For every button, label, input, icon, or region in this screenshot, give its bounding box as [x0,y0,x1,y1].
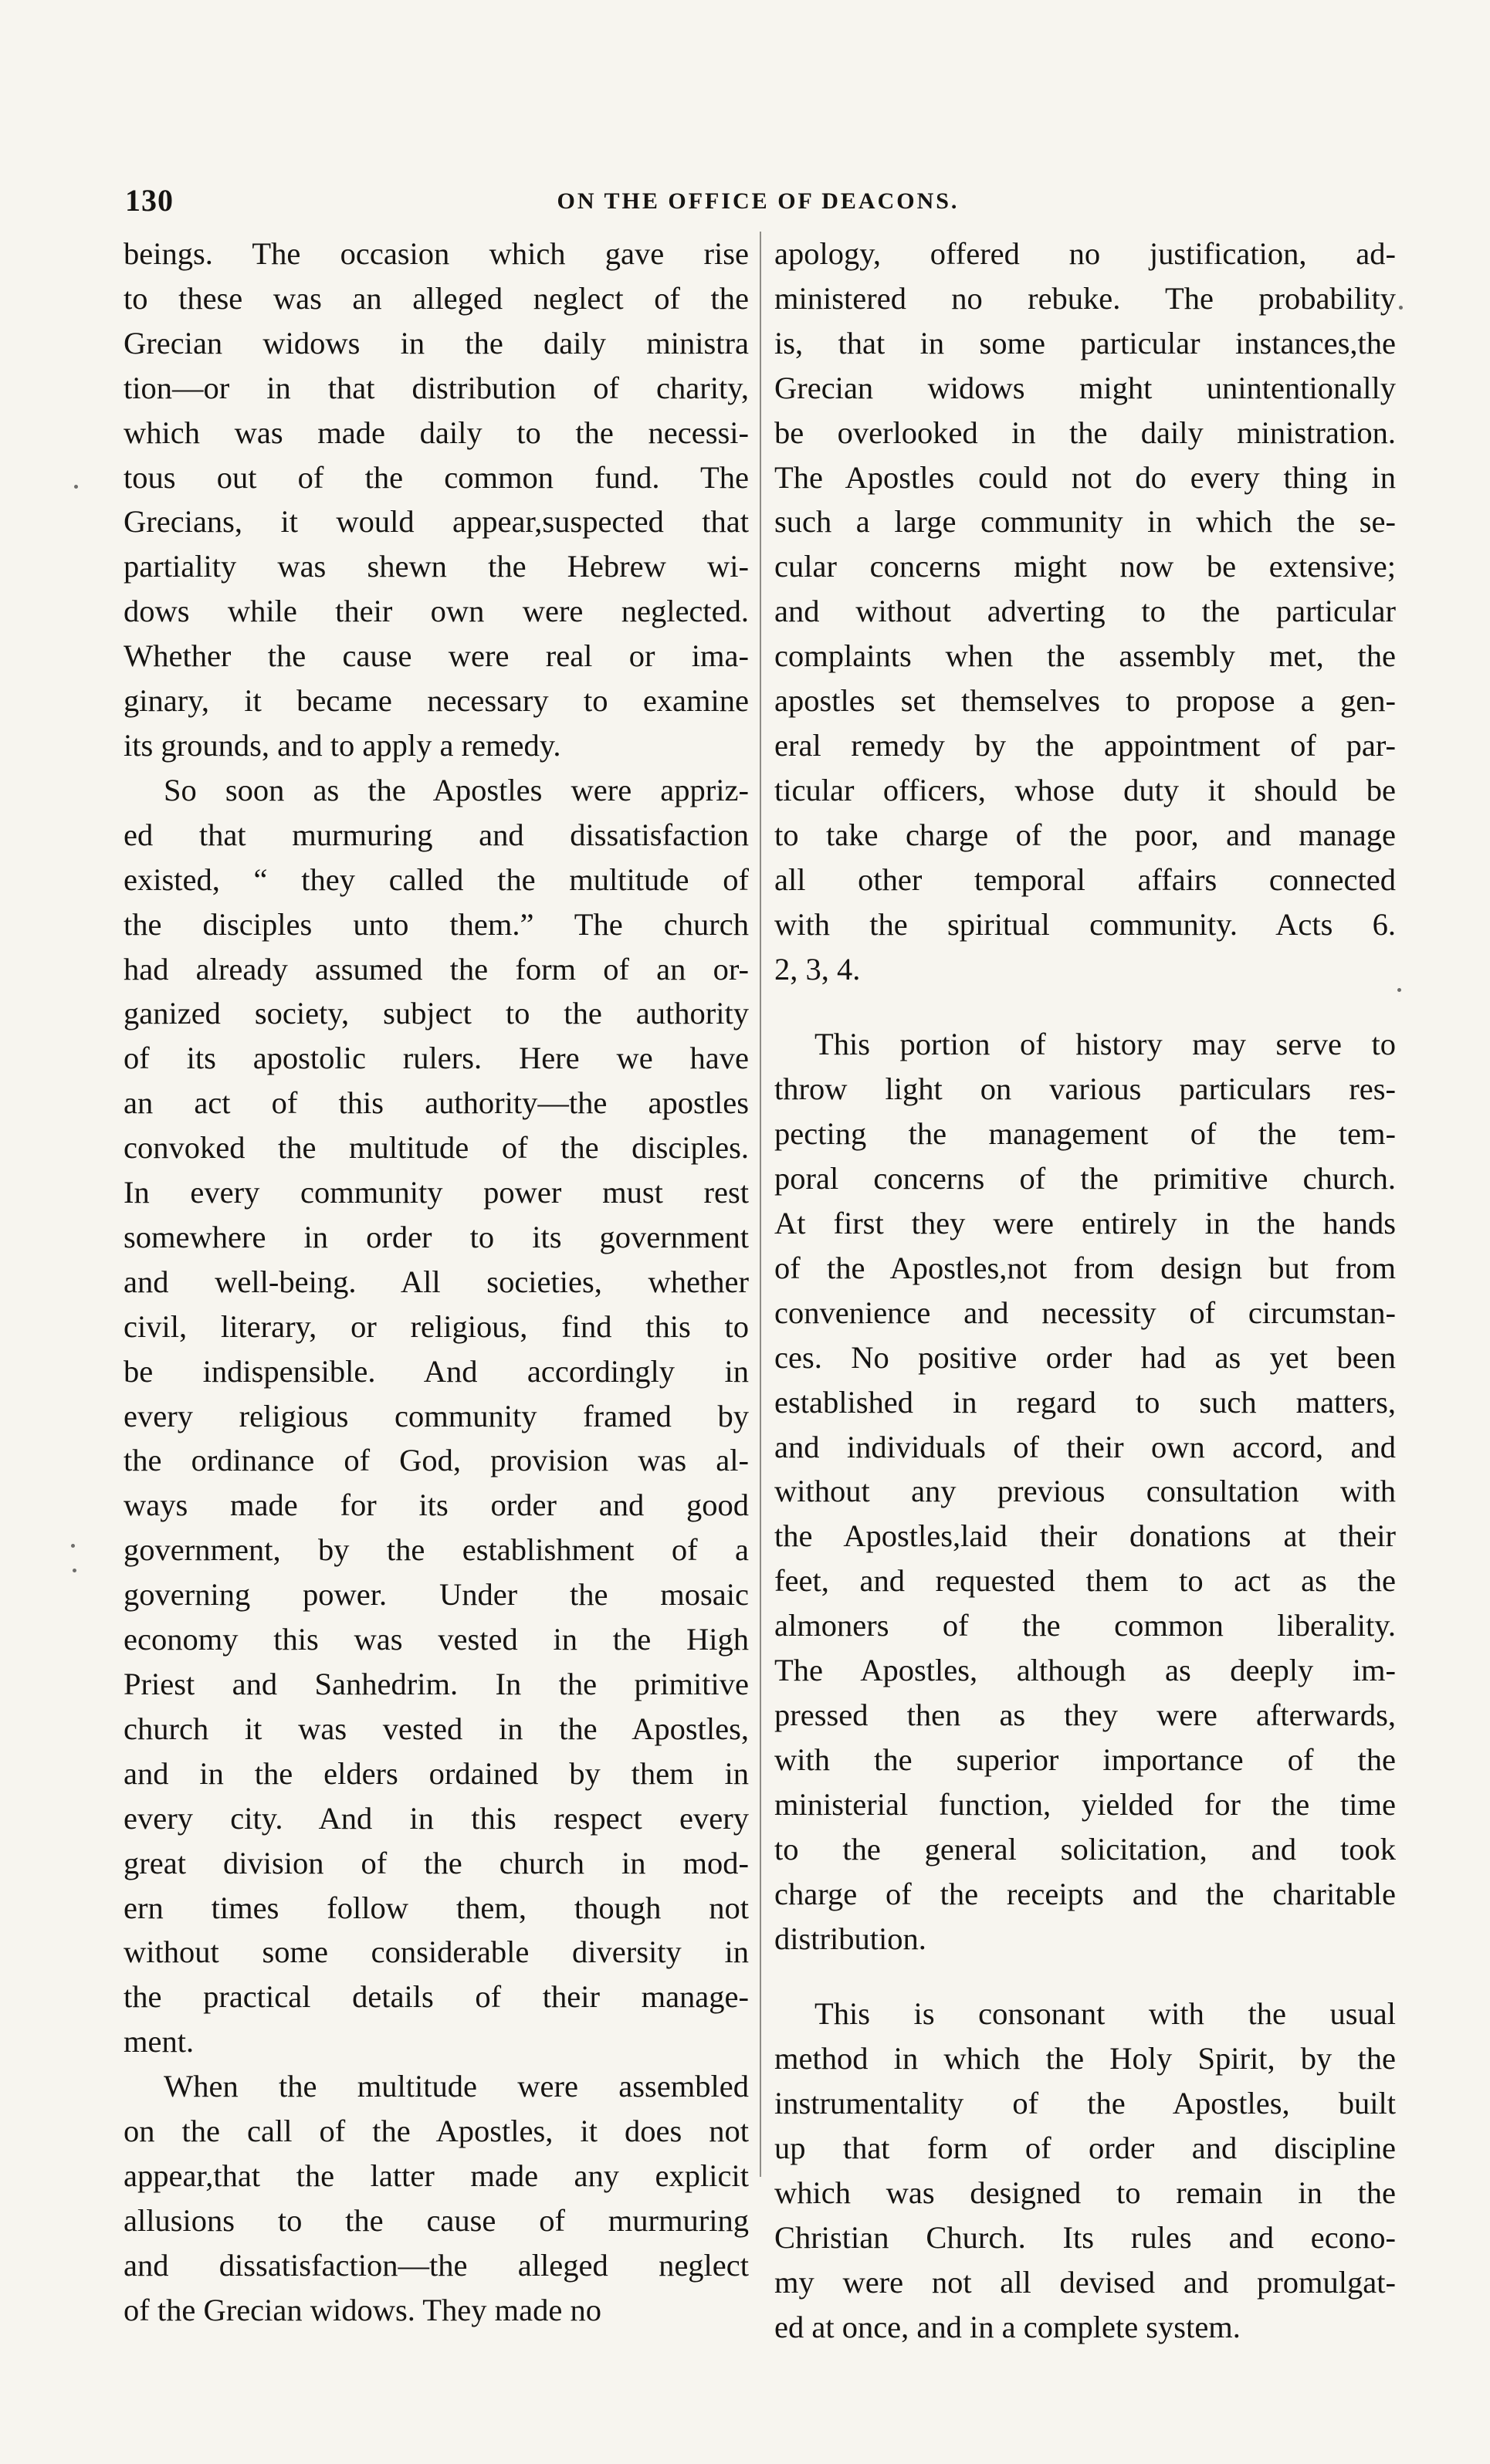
paragraph [124,2064,749,2332]
text-line: which was made daily to the necessi- [124,415,749,450]
text-line: ministered no rebuke. The probability [774,280,1396,316]
text-line: existed, “ they called the multitude of [124,861,749,897]
text-line: up that form of order and discipline [774,2131,1396,2166]
text-line: of the Apostles,not from design but from [774,1250,1396,1285]
text-line: great division of the church in mod- [124,1845,749,1880]
paragraph [774,232,1396,991]
text-line: of the Grecian widows. They made no [124,2292,601,2327]
text-line: and individuals of their own accord, and [774,1429,1396,1464]
text-line: established in regard to such matters, [774,1384,1396,1420]
text-line: The Apostles could not do every thing in [774,459,1396,495]
text-line: feet, and requested them to act as the [774,1563,1396,1599]
text-line: of its apostolic rulers. Here we have [124,1041,749,1076]
text-line: to the general solicitation, and took [774,1831,1396,1867]
text-line: Whether the cause were real or ima- [124,638,749,674]
text-line: the Apostles,laid their donations at their [774,1518,1396,1554]
text-line: tous out of the common fund. The [124,459,749,495]
text-line: 2, 3, 4. [774,951,861,987]
text-line: method in which the Holy Spirit, by the [774,2041,1396,2076]
text-line: Grecians, it would appear,suspected that [124,504,749,540]
text-line: In every community power must rest [124,1175,749,1210]
text-line: poral concerns of the primitive church. [774,1161,1396,1196]
text-line: appear,that the latter made any explicit [124,2158,749,2193]
text-line: Grecian widows in the daily ministra [124,325,749,360]
text-line: throw light on various particulars res- [774,1071,1396,1107]
text-line: beings. The occasion which gave rise [124,236,749,271]
text-line: eral remedy by the appointment of par- [774,727,1396,763]
text-line: to take charge of the poor, and manage [774,817,1396,852]
text-line: my were not all devised and promulgat- [774,2264,1396,2300]
text-line: ministerial function, yielded for the time [774,1786,1396,1822]
text-line: This is consonant with the usual [814,1996,1396,2032]
page-number: 130 [125,183,174,218]
text-line: church it was vested in the Apostles, [124,1711,749,1746]
text-line: pressed then as they were afterwards, [774,1697,1396,1732]
text-line: At first they were entirely in the hands [774,1206,1396,1241]
text-line: charge of the receipts and the charitable [774,1876,1396,1911]
text-line: the disciples unto them.” The church [124,906,749,942]
text-line: convenience and necessity of circumstan- [774,1295,1396,1330]
text-line: The Apostles, although as deeply im- [774,1653,1396,1688]
text-line: pecting the management of the tem- [774,1116,1396,1152]
text-line: apostles set themselves to propose a gen- [774,683,1396,719]
text-line: instrumentality of the Apostles, built [774,2086,1396,2121]
text-line: This portion of history may serve to [814,1027,1396,1062]
text-line: cular concerns might now be extensive; [774,549,1396,584]
paragraph [124,232,749,768]
text-line: ern times follow them, though not [124,1890,749,1925]
print-speck [74,485,78,489]
text-line: the ordinance of God, provision was al- [124,1443,749,1478]
text-line: Priest and Sanhedrim. In the primitive [124,1667,749,1701]
text-line: almoners of the common liberality. [774,1608,1396,1643]
left-column [124,232,749,2333]
text-line: be indispensible. And accordingly in [124,1353,749,1389]
text-line: which was designed to remain in the [774,2175,1396,2211]
print-speck [71,1544,75,1548]
text-line: partiality was shewn the Hebrew wi- [124,549,749,584]
print-speck [1397,988,1401,992]
paragraph [124,768,749,2064]
text-line: allusions to the cause of murmuring [124,2202,749,2238]
column-divider-rule [760,232,761,2177]
text-line: without some considerable diversity in [124,1934,749,1970]
text-line: ways made for its order and good [124,1488,749,1523]
text-line: ces. No positive order had as yet been [774,1339,1396,1375]
text-line: and without adverting to the particular [774,594,1396,629]
print-speck [1399,306,1403,310]
text-line: is, that in some particular instances,the [774,325,1396,360]
text-line: and dissatisfaction—the alleged neglect [124,2247,749,2283]
text-line: and well-being. All societies, whether [124,1264,749,1299]
text-line: ed at once, and in a complete system. [774,2309,1241,2344]
text-line: ginary, it became necessary to examine [124,683,749,719]
text-line: every religious community framed by [124,1398,749,1433]
text-line: Grecian widows might unintentionally [774,370,1396,405]
text-line: and in the elders ordained by them in [124,1755,749,1791]
text-line: convoked the multitude of the disciples. [124,1130,749,1166]
text-line: Christian Church. Its rules and econo- [774,2219,1396,2255]
text-line: without any previous consultation with [774,1474,1396,1509]
text-line: be overlooked in the daily ministration. [774,415,1396,450]
text-line: ed that murmuring and dissatisfaction [124,817,749,852]
text-line: dows while their own were neglected. [124,594,749,629]
text-line: apology, offered no justification, ad- [774,236,1396,271]
text-line: to these was an alleged neglect of the [124,280,749,316]
text-line: civil, literary, or religious, find this to [124,1308,749,1344]
text-line: its grounds, and to apply a remedy. [124,727,561,763]
text-line: all other temporal affairs connected [774,861,1396,897]
text-line: complaints when the assembly met, the [774,638,1396,674]
text-line: So soon as the Apostles were appriz- [164,772,749,807]
text-line: with the superior importance of the [774,1741,1396,1777]
text-line: such a large community in which the se- [774,504,1396,540]
running-head: ON THE OFFICE OF DEACONS. [557,188,960,214]
text-line: the practical details of their manage- [124,1979,749,2015]
text-line: every city. And in this respect every [124,1800,749,1836]
page-header [125,182,1391,228]
text-line: economy this was vested in the High [124,1622,749,1657]
text-line: ganized society, subject to the authority [124,996,749,1031]
print-speck [73,1569,76,1572]
paragraph [774,1022,1396,1961]
text-line: somewhere in order to its government [124,1219,749,1254]
right-column [774,232,1396,2350]
text-line: an act of this authority—the apostles [124,1085,749,1121]
text-line: had already assumed the form of an or- [124,951,749,987]
text-line: governing power. Under the mosaic [124,1577,749,1613]
text-line: ticular officers, whose duty it should be [774,772,1396,807]
text-line: on the call of the Apostles, it does not [124,2114,749,2149]
text-line: tion—or in that distribution of charity, [124,370,749,405]
paragraph [774,1992,1396,2349]
text-line: ment. [124,2024,195,2060]
text-line: with the spiritual community. Acts 6. [774,906,1396,942]
text-line: When the multitude were assembled [164,2069,749,2104]
text-line: distribution. [774,1921,926,1956]
text-line: government, by the establishment of a [124,1532,749,1568]
